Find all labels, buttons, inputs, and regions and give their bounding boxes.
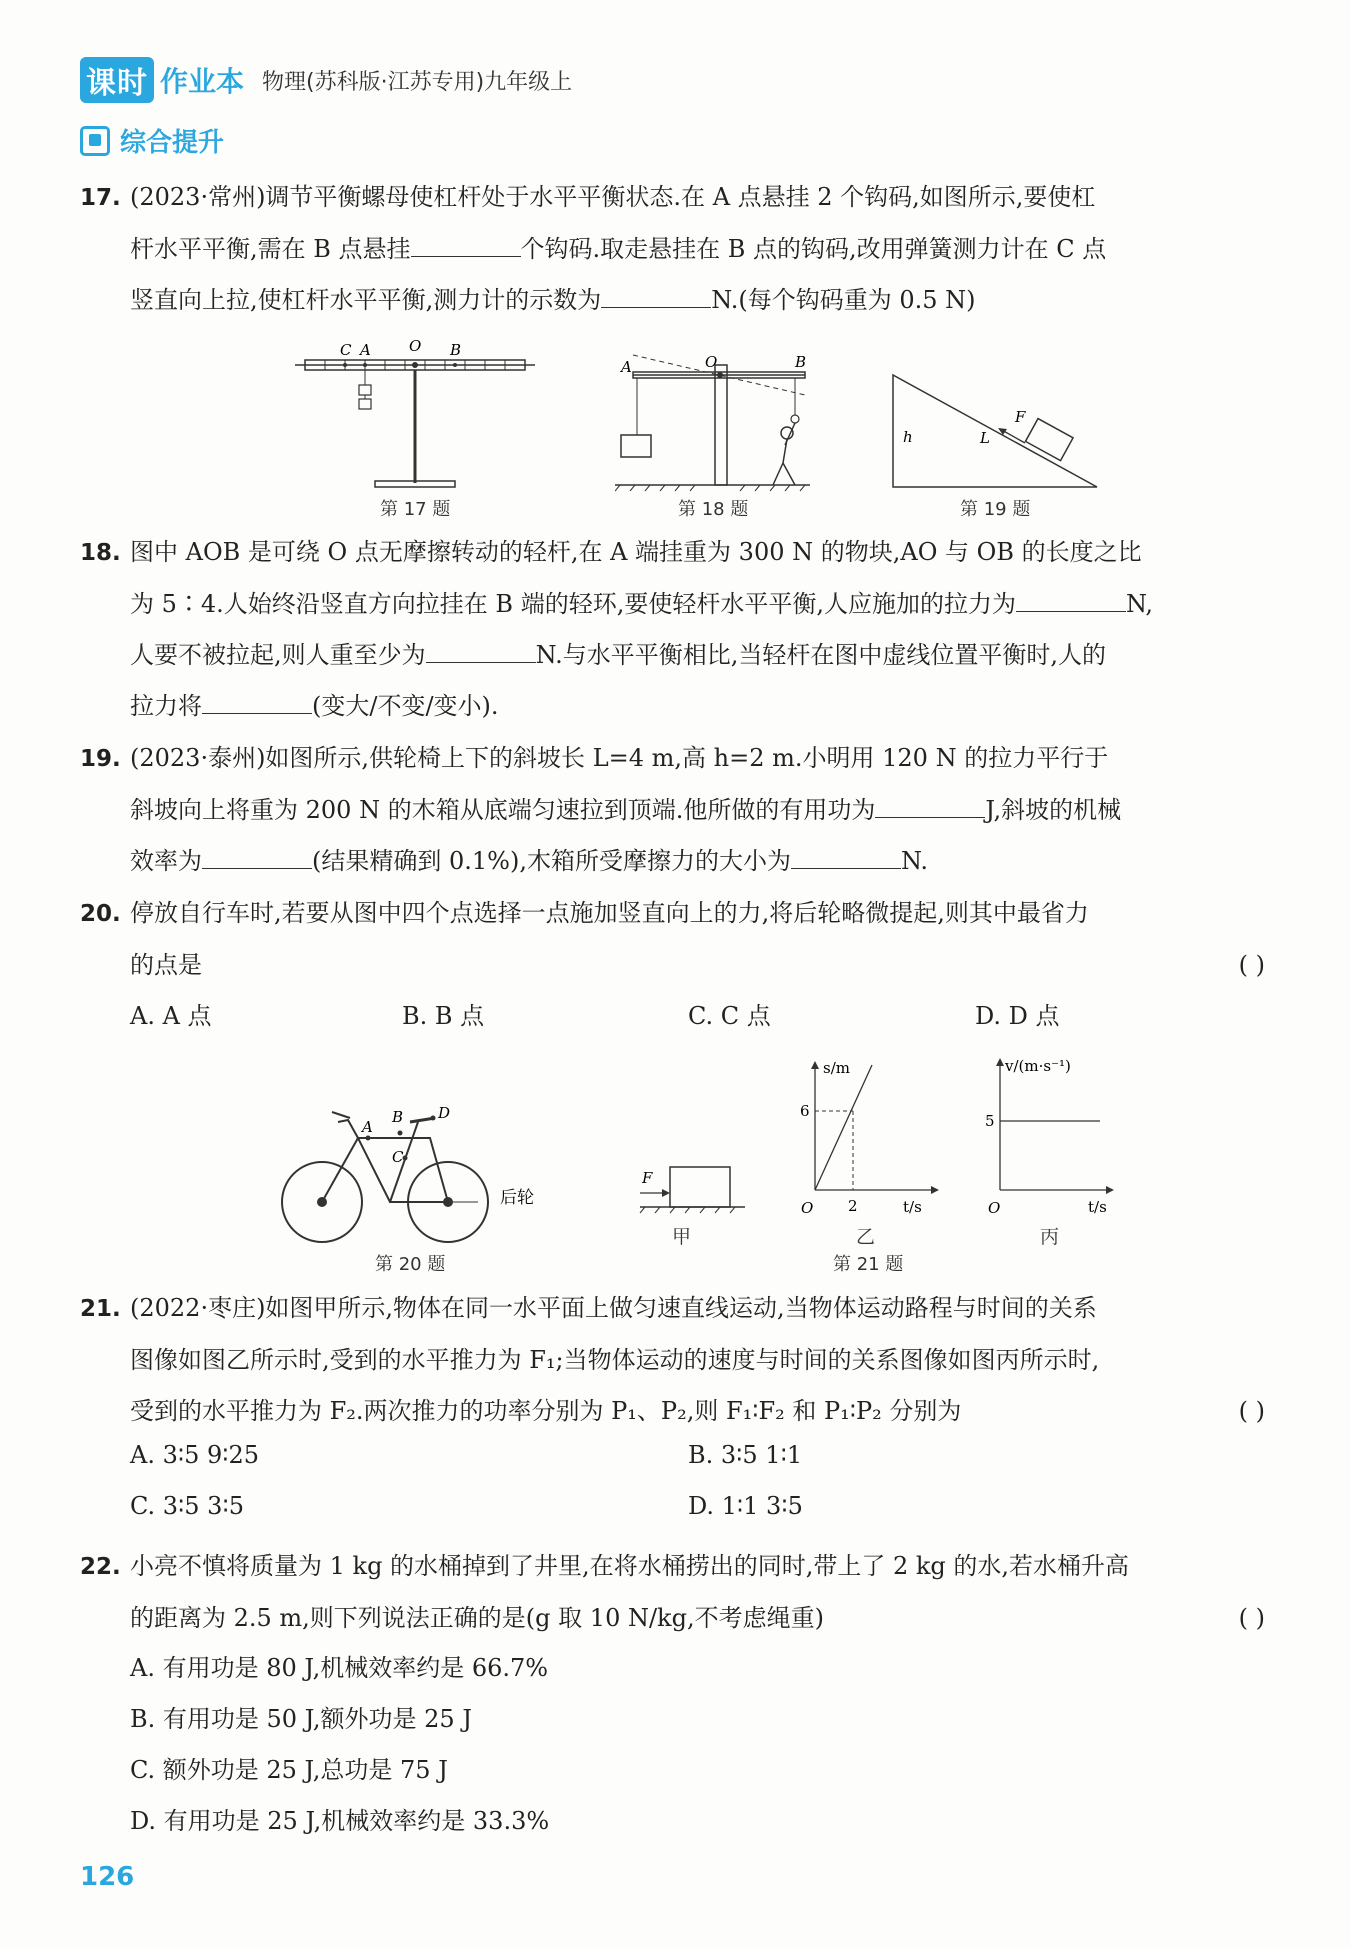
page-header	[80, 58, 572, 102]
fig19-label-h: h	[903, 428, 913, 446]
bike-label-c: C	[392, 1148, 404, 1166]
option-d[interactable]: D. 1∶1 3∶5	[688, 1492, 803, 1520]
figure-label-yi: 乙	[856, 1226, 876, 1248]
question-text: N,	[1125, 590, 1154, 618]
question-text: N.	[900, 847, 929, 875]
book-subtitle: 物理(苏科版·江苏专用)九年级上	[262, 69, 573, 95]
page-number: 126	[80, 1862, 135, 1892]
fig17-label-b: B	[450, 341, 462, 359]
question-text: 效率为	[130, 847, 202, 875]
question-text: (结果精确到 0.1%),木箱所受摩擦力的大小为	[312, 847, 791, 875]
question-number: 18.	[80, 540, 121, 566]
question-text: 为 5∶4.人始终沿竖直方向拉挂在 B 端的轻环,要使轻杆水平平衡,人应施加的拉力为	[130, 590, 1016, 618]
answer-blank[interactable]	[426, 638, 536, 663]
yi-tick-2: 2	[848, 1197, 858, 1215]
question-text: 图像如图乙所示时,受到的水平推力为 F₁;当物体运动的速度与时间的关系图像如图丙所示时,	[130, 1346, 1100, 1374]
option-d[interactable]: D. 有用功是 25 J,机械效率约是 33.3%	[130, 1807, 550, 1835]
question-21	[80, 1283, 1265, 1437]
question-text: 的点是	[130, 951, 202, 979]
answer-bracket[interactable]: ( )	[1238, 1604, 1265, 1632]
answer-blank[interactable]	[202, 689, 312, 714]
question-text: (2022·枣庄)如图甲所示,物体在同一水平面上做匀速直线运动,当物体运动路程与时间的关系	[130, 1294, 1097, 1322]
option-a[interactable]: A. 3∶5 9∶25	[130, 1441, 260, 1469]
yi-line	[815, 1065, 872, 1190]
option-c[interactable]: C. 3∶5 3∶5	[130, 1492, 244, 1520]
question-22	[80, 1541, 1265, 1644]
figure-21-bing-chart	[980, 1050, 1130, 1215]
fig19-label-l: L	[980, 429, 990, 447]
question-17	[80, 172, 1265, 326]
bing-tick-5: 5	[985, 1112, 995, 1130]
bing-origin: O	[988, 1199, 1001, 1215]
figure-17-lever	[290, 335, 540, 495]
answer-bracket[interactable]: ( )	[1238, 1397, 1265, 1425]
question-number: 17.	[80, 185, 121, 211]
section-header	[80, 122, 224, 159]
answer-blank[interactable]	[601, 283, 711, 308]
fig17-label-c: C	[340, 341, 352, 359]
figure-18-lever	[615, 345, 815, 495]
option-b[interactable]: B. 有用功是 50 J,额外功是 25 J	[130, 1705, 472, 1733]
logo-text: 作业本	[160, 65, 245, 98]
option-c[interactable]: C. 额外功是 25 J,总功是 75 J	[130, 1756, 448, 1784]
jia-label-f: F	[642, 1169, 653, 1187]
question-text: J,斜坡的机械	[985, 796, 1122, 824]
question-text: 杆水平平衡,需在 B 点悬挂	[130, 235, 411, 263]
question-text: (2023·常州)调节平衡螺母使杠杆处于水平平衡状态.在 A 点悬挂 2 个钩码,如图所示,要使杠	[130, 183, 1096, 211]
question-number: 22.	[80, 1554, 121, 1580]
figure-caption: 第 21 题	[833, 1254, 904, 1275]
figure-caption: 第 19 题	[960, 499, 1031, 520]
option-b[interactable]: B. 3∶5 1∶1	[688, 1441, 803, 1469]
yi-tick-6: 6	[800, 1102, 810, 1120]
fig19-label-f: F	[1015, 408, 1026, 426]
bike-label-d: D	[438, 1104, 451, 1122]
question-number: 21.	[80, 1296, 121, 1322]
figure-caption: 第 18 题	[678, 499, 749, 520]
figure-label-bing: 丙	[1040, 1226, 1060, 1248]
answer-blank[interactable]	[411, 232, 521, 257]
option-d[interactable]: D. D 点	[975, 1002, 1060, 1030]
book-logo	[80, 57, 244, 103]
figure-caption: 第 17 题	[380, 499, 451, 520]
figure-21-yi-chart	[795, 1055, 945, 1215]
answer-blank[interactable]	[1016, 587, 1126, 612]
fig17-label-a: A	[360, 341, 371, 359]
question-text: 竖直向上拉,使杠杆水平平衡,测力计的示数为	[130, 286, 602, 314]
yi-origin: O	[801, 1199, 814, 1215]
fig18-label-a: A	[621, 358, 632, 376]
question-text: 个钩码.取走悬挂在 B 点的钩码,改用弹簧测力计在 C 点	[520, 235, 1107, 263]
question-text: 图中 AOB 是可绕 O 点无摩擦转动的轻杆,在 A 端挂重为 300 N 的物块,AO 与 OB 的长度之比	[130, 538, 1142, 566]
question-20	[80, 888, 1265, 991]
bing-y-label: v/(m·s⁻¹)	[1005, 1057, 1071, 1075]
answer-bracket[interactable]: ( )	[1238, 951, 1265, 979]
option-a[interactable]: A. 有用功是 80 J,机械效率约是 66.7%	[130, 1654, 549, 1682]
section-title: 综合提升	[120, 128, 225, 158]
fig17-label-o: O	[409, 337, 422, 355]
question-text: (变大/不变/变小).	[312, 692, 499, 720]
question-text: (2023·泰州)如图所示,供轮椅上下的斜坡长 L=4 m,高 h=2 m.小明用 120 N 的拉力平行于	[130, 744, 1109, 772]
figure-19-slope	[885, 365, 1105, 495]
logo-box: 课时	[80, 57, 154, 103]
question-number: 19.	[80, 746, 121, 772]
bike-label-a: A	[362, 1118, 373, 1136]
question-text: N.(每个钩码重为 0.5 N)	[711, 286, 976, 314]
bing-x-label: t/s	[1088, 1198, 1107, 1215]
figure-caption: 第 20 题	[375, 1254, 446, 1275]
question-text: 停放自行车时,若要从图中四个点选择一点施加竖直向上的力,将后轮略微提起,则其中最省力	[130, 899, 1089, 927]
fig18-label-b: B	[795, 353, 807, 371]
bike-label-rear-wheel: 后轮	[500, 1188, 534, 1208]
answer-blank[interactable]	[202, 844, 312, 869]
question-18	[80, 527, 1265, 732]
yi-x-label: t/s	[903, 1198, 922, 1215]
section-icon	[80, 126, 110, 156]
option-a[interactable]: A. A 点	[130, 1002, 212, 1030]
fig18-label-o: O	[705, 353, 718, 371]
question-19	[80, 733, 1265, 887]
question-text: N.与水平平衡相比,当轻杆在图中虚线位置平衡时,人的	[535, 641, 1106, 669]
question-text: 的距离为 2.5 m,则下列说法正确的是(g 取 10 N/kg,不考虑绳重)	[130, 1604, 824, 1632]
option-c[interactable]: C. C 点	[688, 1002, 771, 1030]
option-b[interactable]: B. B 点	[402, 1002, 485, 1030]
bike-label-b: B	[392, 1108, 404, 1126]
question-text: 受到的水平推力为 F₂.两次推力的功率分别为 P₁、P₂,则 F₁∶F₂ 和 P₁∶P₂ 分别为	[130, 1397, 962, 1425]
answer-blank[interactable]	[875, 793, 985, 818]
figure-label-jia: 甲	[672, 1226, 692, 1248]
answer-blank[interactable]	[791, 844, 901, 869]
figure-20-bicycle	[270, 1100, 555, 1250]
question-text: 人要不被拉起,则人重至少为	[130, 641, 426, 669]
yi-y-label: s/m	[823, 1059, 850, 1077]
question-number: 20.	[80, 901, 121, 927]
question-text: 斜坡向上将重为 200 N 的木箱从底端匀速拉到顶端.他所做的有用功为	[130, 796, 876, 824]
question-text: 小亮不慎将质量为 1 kg 的水桶掉到了井里,在将水桶捞出的同时,带上了 2 kg 的水,若水桶升高	[130, 1552, 1130, 1580]
question-text: 拉力将	[130, 692, 202, 720]
